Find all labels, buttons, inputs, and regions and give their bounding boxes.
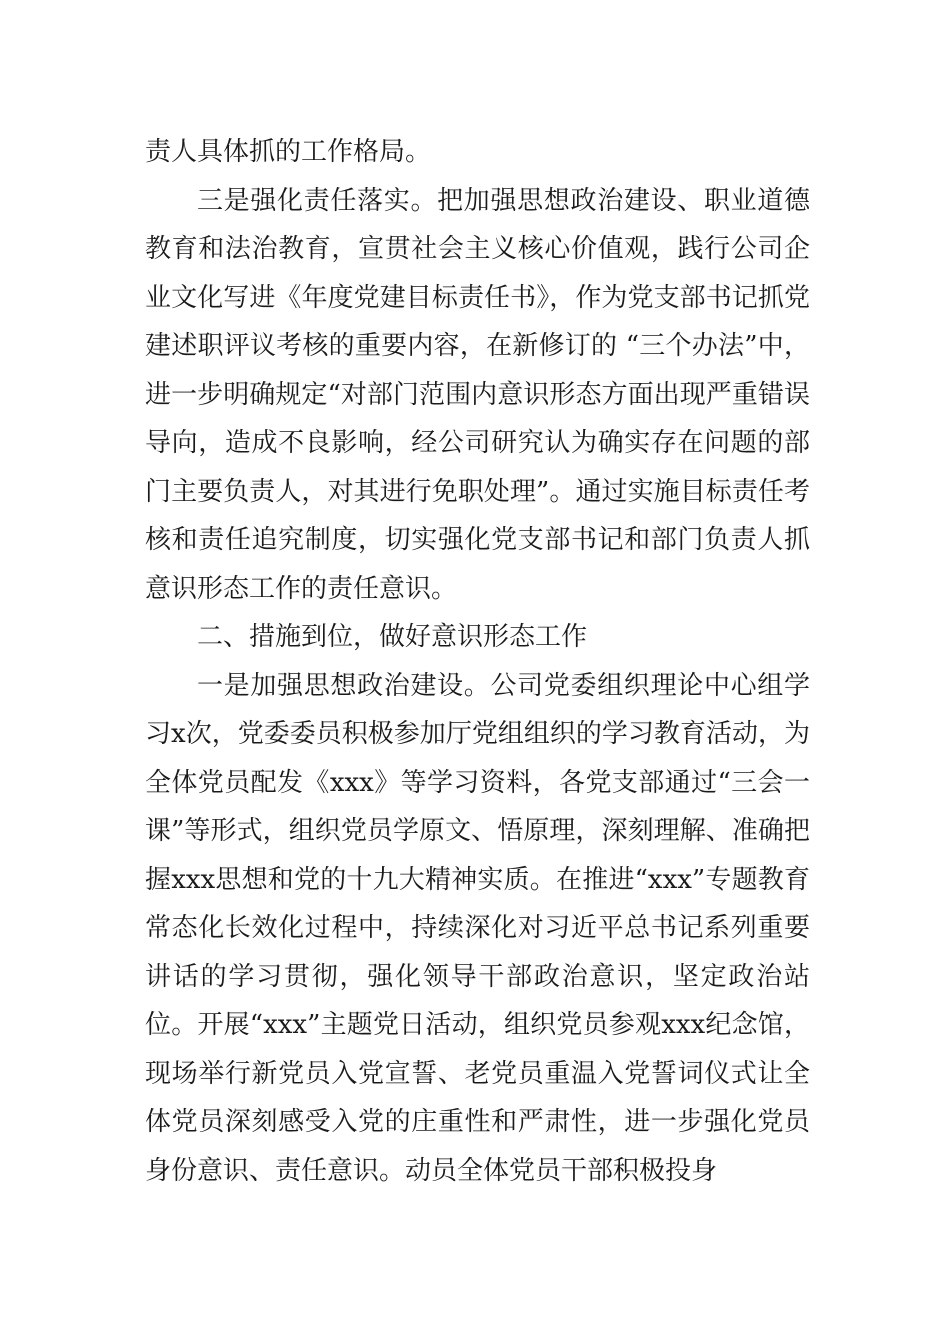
paragraph-continuation: 责人具体抓的工作格局。	[145, 137, 432, 167]
paragraph-political-building: 一是加强思想政治建设。公司党委组织理论中心组学习x次，党委委员积极参加厅党组组织的学习教育活动，为全体党员配发《xxx》等学习资料，各党支部通过“三会一课”等形式，组织党员学原文、悟原理，深刻理解、准确把握xxx思想和党的十九大精神实质。在推进“xxx”专题教育常态化长效化过程中，持续深化对习近平总书记系列重要讲话的学习贯彻，强化领导干部政治意识，坚定政治站位。开展“xxx”主题党日活动，组织党员参观xxx纪念馆，现场举行新党员入党宣誓、老党员重温入党誓词仪式让全体党员深刻感受入党的庄重性和严肃性，进一步强化党员身份意识、责任意识。动员全体党员干部积极投身	[145, 670, 810, 1186]
section-heading: 二、措施到位，做好意识形态工作	[197, 622, 588, 652]
paragraph-responsibility: 三是强化责任落实。把加强思想政治建设、职业道德教育和法治教育，宣贯社会主义核心价值观，践行公司企业文化写进《年度党建目标责任书》，作为党支部书记抓党建述职评议考核的重要内容，在新修订的 “三个办法”中，进一步明确规定“对部门范围内意识形态方面出现严重错误导向，造成不良影响，经公司研究认为确实存在问题的部门主要负责人，对其进行免职处理”。通过实施目标责任考核和责任追究制度，切实强化党支部书记和部门负责人抓意识形态工作的责任意识。	[145, 185, 810, 604]
document-body	[145, 128, 810, 1195]
